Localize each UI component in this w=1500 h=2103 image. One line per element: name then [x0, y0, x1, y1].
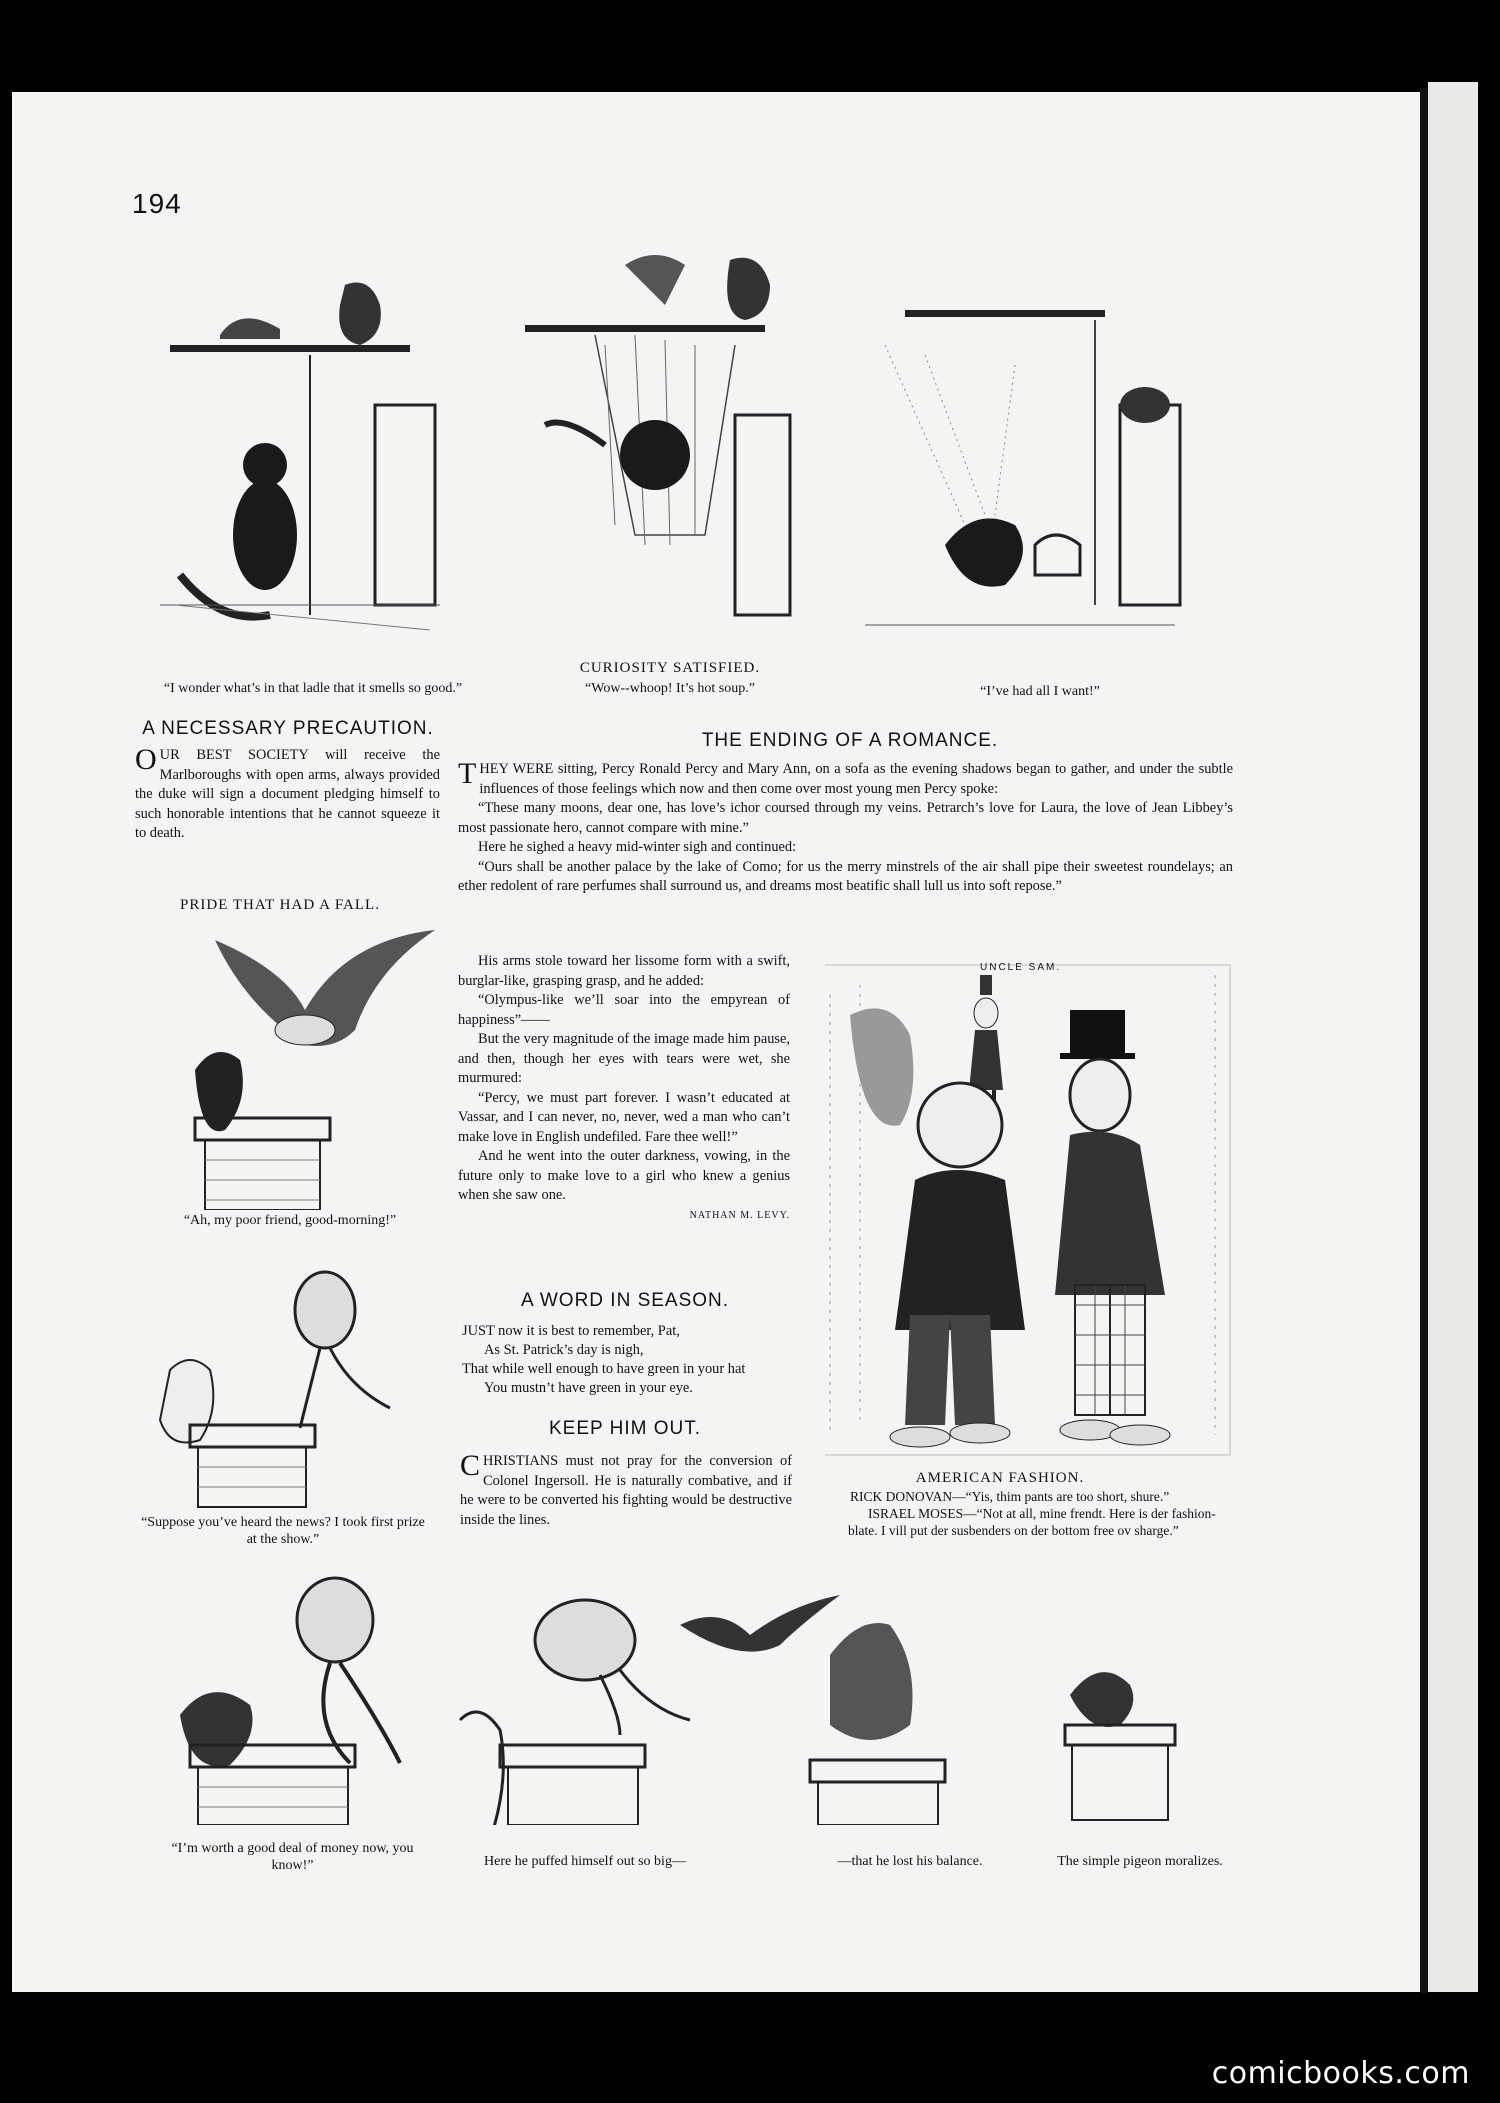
page-number: 194: [132, 188, 182, 219]
romance-lead: [458, 757, 1233, 897]
cat-title-center: CURIOSITY SATISFIED.: [579, 660, 761, 676]
romance-signature: NATHAN M. LEVY.: [689, 1209, 790, 1221]
precaution-dropcap: O: [135, 743, 157, 776]
romance-p5: His arms stole toward her lissome form with a swift, burglar-like, grasping grasp, and he added:: [458, 953, 790, 989]
pigeon-illustration-1: [175, 920, 450, 1210]
page-edge: [1420, 88, 1428, 1993]
cat-caption-center: “Wow--whoop! It’s hot soup.”: [585, 681, 755, 696]
romance-p7: But the very magnitude of the image made him pause, and then, though her eyes with tears were wet, she murmured:: [458, 1031, 790, 1086]
romance-p3: Here he sighed a heavy mid-winter sigh and continued:: [478, 839, 797, 855]
pride-caption-5: —that he lost his balance.: [837, 1854, 983, 1869]
pride-caption-6: The simple pigeon moralizes.: [1057, 1854, 1223, 1869]
fashion-dialogue: [848, 1488, 1238, 1539]
keep-heading: KEEP HIM OUT.: [548, 1418, 701, 1439]
keep-text: HRISTIANS must not pray for the conversion of Colonel Ingersoll. He is naturally combative, and if he were to be converted his fighting would be destructive inside the lines.: [460, 1453, 792, 1528]
pride-caption-4: Here he puffed himself out so big—: [484, 1854, 686, 1869]
romance-p1: HEY WERE sitting, Percy Ronald Percy and Mary Ann, on a sofa as the evening shadows began to gather, and under the subtle influences of those feelings which now and then come over most young men Percy spoke:: [479, 761, 1233, 797]
precaution-heading: A NECESSARY PRECAUTION.: [142, 718, 434, 739]
word-heading: A WORD IN SEASON.: [520, 1290, 730, 1311]
fashion-title: AMERICAN FASHION.: [915, 1470, 1085, 1486]
cat-caption-left: “I wonder what’s in that ladle that it smells so good.”: [163, 681, 463, 696]
pigeon-illustration-6: [1060, 1655, 1180, 1825]
word-line-1: JUST now it is best to remember, Pat,: [462, 1323, 680, 1339]
pigeon-illustration-3: [170, 1575, 415, 1825]
romance-p9: And he went into the outer darkness, vowing, in the future only to make love to a girl who knew a genius when she saw one.: [458, 1148, 790, 1203]
cat-illustration-3: [865, 225, 1185, 645]
romance-p8: “Percy, we must part forever. I wasn’t educated at Vassar, and I can never, no, never, wed a man who can’t make love in English undefiled. Fare thee well!”: [458, 1089, 790, 1145]
romance-continued: [458, 952, 790, 1225]
romance-p4: “Ours shall be another palace by the lake of Como; for us the merry minstrels of the air shall pipe their sweetest roundelays; an ether redolent of rare perfumes shall surround us, and dreams most beatific shall lull us into soft repose.”: [458, 858, 1233, 894]
pigeon-illustration-4: [450, 1590, 710, 1825]
pigeon-illustration-5: [680, 1585, 960, 1825]
keep-dropcap: C: [460, 1449, 481, 1482]
pride-heading: PRIDE THAT HAD A FALL.: [180, 897, 380, 913]
adjacent-page-strip: [1428, 82, 1478, 1992]
cat-illustration-1: [160, 225, 445, 645]
cat-caption-right: “I’ve had all I want!”: [980, 684, 1100, 699]
fashion-line-2: ISRAEL MOSES—“Not at all, mine frendt. Here is der fashion-blate. I vill put der susbenders on der bottom free ov sharge.”: [848, 1506, 1216, 1538]
keep-article: [460, 1449, 792, 1530]
american-fashion-illustration: [820, 955, 1235, 1460]
word-line-3: That while well enough to have green in your hat: [462, 1361, 746, 1377]
word-line-4: You mustn’t have green in your eye.: [484, 1380, 693, 1396]
pride-caption-2: “Suppose you’ve heard the news? I took first prize at the show.”: [141, 1515, 425, 1547]
romance-dropcap: T: [458, 757, 477, 790]
romance-p2: “These many moons, dear one, has love’s ichor coursed through my veins. Petrarch’s love for Laura, the love of Jean Libbey’s most passionate hero, cannot compare with mine.”: [458, 800, 1233, 836]
word-poem: [462, 1322, 802, 1398]
pigeon-illustration-2: [150, 1270, 400, 1510]
romance-heading: THE ENDING OF A ROMANCE.: [701, 730, 999, 751]
pride-caption-1: “Ah, my poor friend, good-morning!”: [183, 1213, 397, 1228]
word-line-2: As St. Patrick’s day is nigh,: [484, 1342, 644, 1358]
precaution-text: UR BEST SOCIETY will receive the Marlboroughs with open arms, always provided the duke will sign a document pledging himself to such honorable intentions that he cannot squeeze it to death.: [135, 747, 440, 841]
pride-caption-3: “I’m worth a good deal of money now, you know!”: [171, 1841, 414, 1873]
watermark: comicbooks.com: [1211, 2056, 1470, 2091]
uncle-sam-sign: UNCLE SAM.: [980, 962, 1062, 973]
precaution-article: [135, 743, 440, 844]
romance-p6: “Olympus-like we’ll soar into the empyrean of happiness”——: [458, 992, 790, 1028]
cat-illustration-2: [505, 225, 805, 645]
fashion-line-1: RICK DONOVAN—“Yis, thim pants are too short, shure.”: [850, 1489, 1170, 1504]
